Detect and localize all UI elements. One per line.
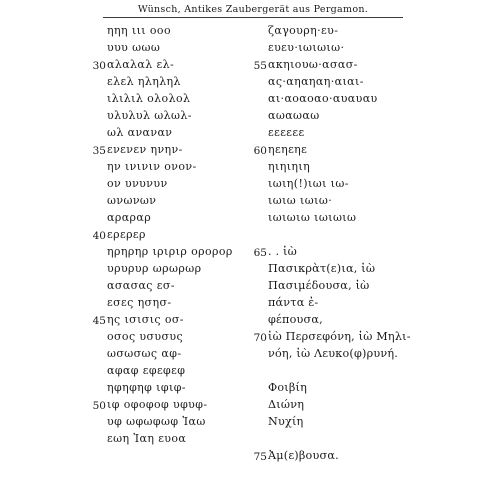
line-text: ευευ·ιωιωιω·: [268, 41, 345, 54]
line-text: ιλιλιλ ολολολ: [107, 92, 191, 105]
line-text: ηιηιηιη: [268, 160, 311, 173]
line-text: υφ ωφωφωφ Ἰαω: [107, 415, 206, 428]
right-text-line: [0, 226, 500, 244]
right-text-line: [0, 192, 500, 210]
line-number: 65: [253, 247, 267, 259]
line-text: αωαωαω: [268, 109, 320, 122]
line-text: ακηιουω·ασασ-: [268, 58, 358, 71]
right-text-line: [0, 90, 500, 108]
right-text-line: [0, 379, 500, 397]
line-number: 35: [92, 145, 106, 157]
right-text-line: [0, 141, 500, 159]
right-text-line: [0, 22, 500, 40]
right-text-line: [0, 294, 500, 312]
line-text: ηεηεηε: [268, 143, 308, 156]
right-text-line: [0, 209, 500, 227]
line-number: 50: [92, 400, 106, 412]
right-text-line: [0, 311, 500, 329]
line-text: ερερερ: [107, 228, 146, 241]
line-text: ης ισισις οσ-: [107, 313, 184, 326]
line-text: υρυρυρ ωρωρωρ: [107, 262, 202, 275]
line-text: ιωιω ιωιω·: [268, 194, 333, 207]
line-text: ἰὼ Περσεφόνη, ἰὼ Μηλι-: [268, 330, 411, 343]
line-text: Ἀμ(ε)βουσα.: [268, 449, 339, 462]
line-number: 60: [253, 145, 267, 157]
line-text: αφαφ εφεφεφ: [107, 364, 186, 377]
line-text: ωσωσως αφ-: [107, 347, 182, 360]
line-text: υυυ ωωω: [107, 41, 161, 54]
line-number: 40: [92, 230, 106, 242]
right-text-line: [0, 277, 500, 295]
line-text: ωνωνων: [107, 194, 157, 207]
line-text: εεεεεε: [268, 126, 305, 139]
right-text-line: [0, 175, 500, 193]
line-text: . . ἰὼ: [268, 245, 297, 258]
right-text-line: [0, 56, 500, 74]
line-number: 70: [253, 332, 267, 344]
line-text: ιφ οφοφοφ υφυφ-: [107, 398, 208, 411]
line-text: Φοιβίη: [268, 381, 308, 394]
line-text: πάντα ἐ-: [268, 296, 319, 309]
line-text: ελελ ηληληλ: [107, 75, 181, 88]
line-text: ιωιωιω ιωιωιω: [268, 211, 357, 224]
line-text: αλαλαλ ελ-: [107, 58, 175, 71]
right-text-line: [0, 107, 500, 125]
right-text-line: [0, 260, 500, 278]
line-text: εσες ησησ-: [107, 296, 172, 309]
header-rule: [103, 17, 403, 18]
line-text: ενενεν ηνην-: [107, 143, 183, 156]
line-text: Νυχίη: [268, 415, 304, 428]
line-text: ιωιη(!)ιωι ιω-: [268, 177, 349, 190]
line-number: 45: [92, 315, 106, 327]
line-text: ασασας εσ-: [107, 279, 175, 292]
right-text-line: [0, 328, 500, 346]
right-text-line: [0, 430, 500, 448]
line-text: νόη, ἰὼ Λευκο(φ)ρυνή.: [268, 347, 399, 360]
right-text-line: [0, 243, 500, 261]
line-number: 30: [92, 60, 106, 72]
line-text: ον υνυνυν: [107, 177, 168, 190]
line-text: ωλ αναναν: [107, 126, 173, 139]
line-text: ηρηρηρ ιριριρ ορορορ: [107, 245, 233, 258]
right-text-line: [0, 39, 500, 57]
right-text-line: [0, 345, 500, 363]
line-text: Πασιμέδουσα, ἰὼ: [268, 279, 370, 292]
right-text-line: [0, 158, 500, 176]
line-text: ηηη ιιι οοο: [107, 24, 171, 37]
right-text-line: [0, 124, 500, 142]
line-text: υλυλυλ ωλωλ-: [107, 109, 192, 122]
right-text-line: [0, 413, 500, 431]
right-text-line: [0, 396, 500, 414]
right-text-line: [0, 447, 500, 465]
line-text: ας·αηαηαη·αιαι-: [268, 75, 364, 88]
line-number: 75: [253, 451, 267, 463]
line-text: Πασικρὰτ(ε)ια, ἰὼ: [268, 262, 376, 275]
line-text: ζαγουρη·ευ-: [268, 24, 339, 37]
line-number: 55: [253, 60, 267, 72]
line-text: Διώνη: [268, 398, 305, 411]
right-text-line: [0, 362, 500, 380]
line-text: εωη Ἰαη ευοα: [107, 432, 187, 445]
line-text: αραραρ: [107, 211, 152, 224]
line-text: φέπουσα,: [268, 313, 323, 326]
line-text: αι·αοαοαο·αυαυαυ: [268, 92, 378, 105]
line-text: ηφηφηφ ιφιφ-: [107, 381, 186, 394]
line-text: οσος υσυσυς: [107, 330, 184, 343]
line-text: ην ινινιν ονον-: [107, 160, 197, 173]
page-header: Wünsch, Antikes Zaubergerät aus Pergamon.: [137, 4, 369, 15]
right-text-line: [0, 73, 500, 91]
